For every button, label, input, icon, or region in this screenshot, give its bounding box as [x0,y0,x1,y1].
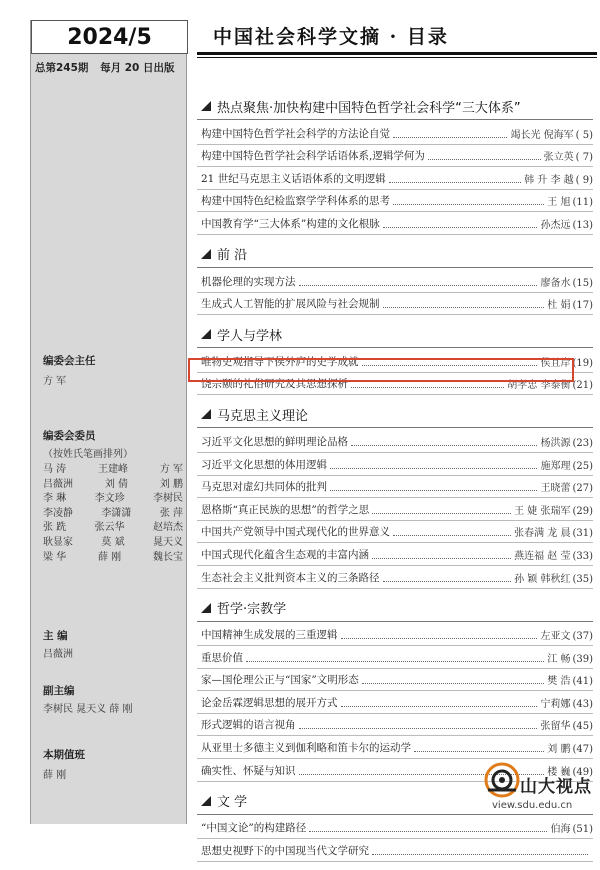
entry-title: 习近平文化思想的鲜明理论品格 [201,435,348,448]
leader-dots [299,285,538,286]
member-name: 吕薇洲 [43,478,73,490]
toc-entry[interactable] [197,293,593,316]
toc-section [197,243,593,315]
entry-title: 论金岳霖逻辑思想的展开方式 [201,696,338,709]
entry-author: 刘 鹏 [547,744,571,756]
toc-section [197,95,593,235]
entry-author: 燕连福 赵 莹 [514,550,571,562]
toc-entry[interactable] [197,190,593,213]
entry-title: 唯物史观指导下侯外庐的史学成就 [201,355,359,368]
section-heading [197,323,593,345]
members-row [43,478,183,493]
editor-name: 吕薇洲 [43,649,73,660]
editor-title: 主 编 [43,630,68,642]
leader-dots [351,445,537,446]
member-name: 张 萍 [159,507,183,519]
toc-entry[interactable] [197,839,593,862]
section-heading [197,243,593,265]
member-name: 李文珍 [94,493,125,505]
leader-dots [428,159,541,160]
duty-name: 薛 刚 [43,770,67,781]
entry-title: 构建中国特色哲学社会科学话语体系,逻辑学何为 [201,150,425,163]
section-heading [197,597,593,619]
triangle-marker-icon [201,249,211,259]
section-rule [197,621,593,622]
entry-page: (13) [572,219,593,231]
toc-entry[interactable] [197,430,593,453]
entry-title: 构建中国特色哲学社会科学的方法论自觉 [201,127,390,140]
member-name: 莫 斌 [101,536,125,548]
entry-author: 张立英 [543,152,574,164]
entry-title: 思想史视野下的中国现当代文学研究 [201,844,369,857]
deputy-names: 李树民 晁天义 薛 刚 [43,704,133,715]
entry-author: 王 婕 张瑞军 [514,505,571,517]
entry-page: (47) [572,744,593,756]
director-title: 编委会主任 [43,355,96,367]
member-name: 李树民 [153,493,183,505]
entry-page: (19) [572,357,593,369]
entry-author: 张春满 龙 晨 [514,528,571,540]
leader-dots [383,307,545,308]
leader-dots [330,468,537,469]
leader-dots [246,661,544,662]
entry-title: 中国共产党领导中国式现代化的世界意义 [201,526,390,539]
member-name: 赵培杰 [153,522,183,534]
triangle-marker-icon [201,329,211,339]
entry-author: 施郑理 [540,460,571,472]
entry-page: (25) [572,460,593,472]
section-rule [197,119,593,120]
toc-entry[interactable] [197,566,593,589]
entry-author: 胡孝忠 李泰衡 [507,380,571,392]
toc-entry[interactable] [197,476,593,499]
entry-title: 中国教育学“三大体系”构建的文化根脉 [201,217,380,230]
members-row [43,536,183,551]
entry-title: 习近平文化思想的体用逻辑 [201,458,327,471]
entry-title: 构建中国特色纪检监察学学科体系的思考 [201,195,390,208]
member-name: 晁天义 [153,536,183,548]
leader-dots [383,227,538,228]
members-row [43,521,183,536]
leader-dots [372,513,511,514]
toc-section [197,403,593,588]
section-heading [197,403,593,425]
member-name: 李潇潇 [101,507,132,519]
entry-page: ( 7) [575,152,593,164]
page-title: 中国社会科学文摘 · 目录 [213,26,449,48]
issue-date-box [31,20,188,54]
entry-author: 左亚文 [540,631,571,643]
toc-entry[interactable] [197,646,593,669]
triangle-marker-icon [201,603,211,613]
toc-entry[interactable] [197,145,593,168]
entry-title: 马克思对虚幻共同体的批判 [201,481,327,494]
issue-date: 2024/5 [67,24,152,50]
entry-page: (23) [572,437,593,449]
entry-title: 家—国伦理公正与“国家”文明形态 [201,674,359,687]
entry-author: 杨洪源 [540,437,571,449]
section-title: 哲学·宗教学 [217,602,287,617]
members-row [43,507,183,522]
leader-dots [393,204,544,205]
entry-author: 张留华 [540,721,571,733]
sidebar [30,20,187,824]
entry-author: 江 畅 [547,653,571,665]
toc-entry[interactable] [197,453,593,476]
entry-page: (15) [572,277,593,289]
leader-dots [372,558,511,559]
toc-entry[interactable] [197,817,593,840]
toc-entry[interactable] [197,714,593,737]
entry-author: 杜 娟 [547,300,571,312]
entry-page: (21) [572,380,593,392]
member-name: 王建峰 [98,464,128,475]
leader-dots [362,683,545,684]
entry-author: 孙杰远 [540,219,571,231]
toc-entry[interactable] [197,270,593,293]
entry-page: (51) [572,824,593,836]
member-name: 刘 倩 [104,478,128,490]
section-title: 前 沿 [217,248,248,264]
section-rule [197,427,593,428]
entry-page: (35) [572,573,593,585]
members-title: 编委会委员 [43,430,96,442]
section-rule [197,347,593,348]
member-name: 梁 华 [43,551,67,563]
member-name: 薛 刚 [98,551,122,563]
toc-entry[interactable] [197,122,593,145]
toc-entry[interactable] [197,521,593,544]
toc-section [197,323,593,395]
watermark [484,762,596,820]
entry-title: 饶宗颐的礼俗研究及其思想探析 [201,378,348,391]
toc-entry[interactable] [197,736,593,759]
member-name: 马 涛 [43,464,67,475]
section-rule [197,267,593,268]
members-row [43,463,183,478]
entry-author: 楼 巍 [547,766,571,778]
member-name: 方 军 [159,464,183,475]
member-name: 刘 鹏 [159,478,183,490]
watermark-url: view.sdu.edu.cn [492,800,573,811]
section-title: 马克思主义理论 [217,408,309,424]
entry-title: 形式逻辑的语言视角 [201,719,296,732]
leader-dots [389,182,521,183]
leader-dots [383,581,512,582]
entry-title: 中国精神生成发展的三重逻辑 [201,629,338,642]
member-name: 李 琳 [43,493,67,505]
duty-title: 本期值班 [43,749,85,761]
entry-title: 生成式人工智能的扩展风险与社会规制 [201,298,380,311]
issue-number: 总第245期 [35,62,89,74]
toc-entry[interactable] [197,691,593,714]
entry-page: (29) [572,505,593,517]
toc-section [197,597,593,782]
entry-page: (37) [572,631,593,643]
members-list [43,463,183,565]
section-title: 热点聚焦·加快构建中国特色哲学社会科学“三大体系” [217,100,521,116]
toc-entry[interactable] [197,167,593,190]
entry-author: 樊 浩 [547,676,571,688]
leader-dots [341,638,538,639]
publish-schedule: 每月 20 日出版 [100,62,175,74]
member-name: 耿显家 [43,536,73,548]
leader-dots [341,706,538,707]
entry-page: (49) [572,766,593,778]
leader-dots [309,831,547,832]
members-row [43,551,183,566]
entry-page: (41) [572,676,593,688]
header-rule [197,52,597,55]
section-title: 学人与学林 [217,328,283,344]
entry-title: 机器伦理的实现方法 [201,275,296,288]
header-rule-thin [197,57,597,58]
entry-page: ( 5) [575,129,593,141]
entry-title: 确实性、怀疑与知识 [201,764,296,777]
member-name: 魏长宝 [153,551,183,563]
member-name: 李凌静 [43,507,73,519]
toc-entry[interactable] [197,498,593,521]
entry-page: (17) [572,300,593,312]
entry-title: 从亚里士多德主义到伽利略和笛卡尔的运动学 [201,742,411,755]
leader-dots [299,728,538,729]
entry-author: 孙 颖 韩秋红 [514,573,571,585]
entry-title: 恩格斯“真正民族的思想”的哲学之思 [201,503,370,516]
entry-title: 重思价值 [201,651,243,664]
entry-author: 宁莉娜 [540,698,571,710]
triangle-marker-icon [201,409,211,419]
entry-author: 王晓蕾 [540,483,571,495]
entry-author: 竭长光 倪海军 [510,129,574,141]
leader-dots [351,387,504,388]
toc-entry[interactable] [197,373,593,396]
leader-dots [393,137,507,138]
entry-page: (31) [572,528,593,540]
sdu-logo-icon [484,762,520,798]
entry-title: “中国文论”的构建路径 [201,822,307,835]
members-row [43,492,183,507]
entry-page: (33) [572,550,593,562]
triangle-marker-icon [201,101,211,111]
entry-author: 伯海 [550,824,571,836]
member-name: 张云华 [94,522,125,534]
toc-entry[interactable] [197,669,593,692]
deputy-title: 副主编 [43,685,75,697]
entry-title: 生态社会主义批判资本主义的三条路径 [201,571,380,584]
entry-page: (45) [572,721,593,733]
leader-dots [362,365,538,366]
members-note: （按姓氏笔画排列） [43,449,133,460]
issue-info [35,60,183,75]
leader-dots [393,535,511,536]
toc-entry[interactable] [197,350,593,373]
leader-dots [372,854,588,855]
entry-author: 廖备水 [540,277,571,289]
section-title: 文 学 [217,795,248,811]
toc-entry[interactable] [197,624,593,647]
watermark-brand: 山大视点 [520,777,592,797]
entry-page: ( 9) [575,174,593,186]
entry-author: 韩 升 李 越 [524,174,574,186]
entry-page: (11) [572,197,593,209]
entry-page: (27) [572,483,593,495]
entry-page: (43) [572,698,593,710]
entry-author: 侯且岸 [540,357,571,369]
entry-author: 王 旭 [547,197,571,209]
triangle-marker-icon [201,796,211,806]
director-name: 方 军 [43,376,67,387]
entry-title: 中国式现代化蕴含生态观的丰富内涵 [201,548,369,561]
member-name: 张 跣 [43,522,67,534]
toc-entry[interactable] [197,212,593,235]
toc-entry[interactable] [197,543,593,566]
table-of-contents [197,95,593,870]
entry-page: (39) [572,653,593,665]
section-heading [197,95,593,117]
leader-dots [414,751,544,752]
entry-title: 21 世纪马克思主义话语体系的文明逻辑 [201,172,386,185]
header [197,18,597,58]
leader-dots [330,490,537,491]
